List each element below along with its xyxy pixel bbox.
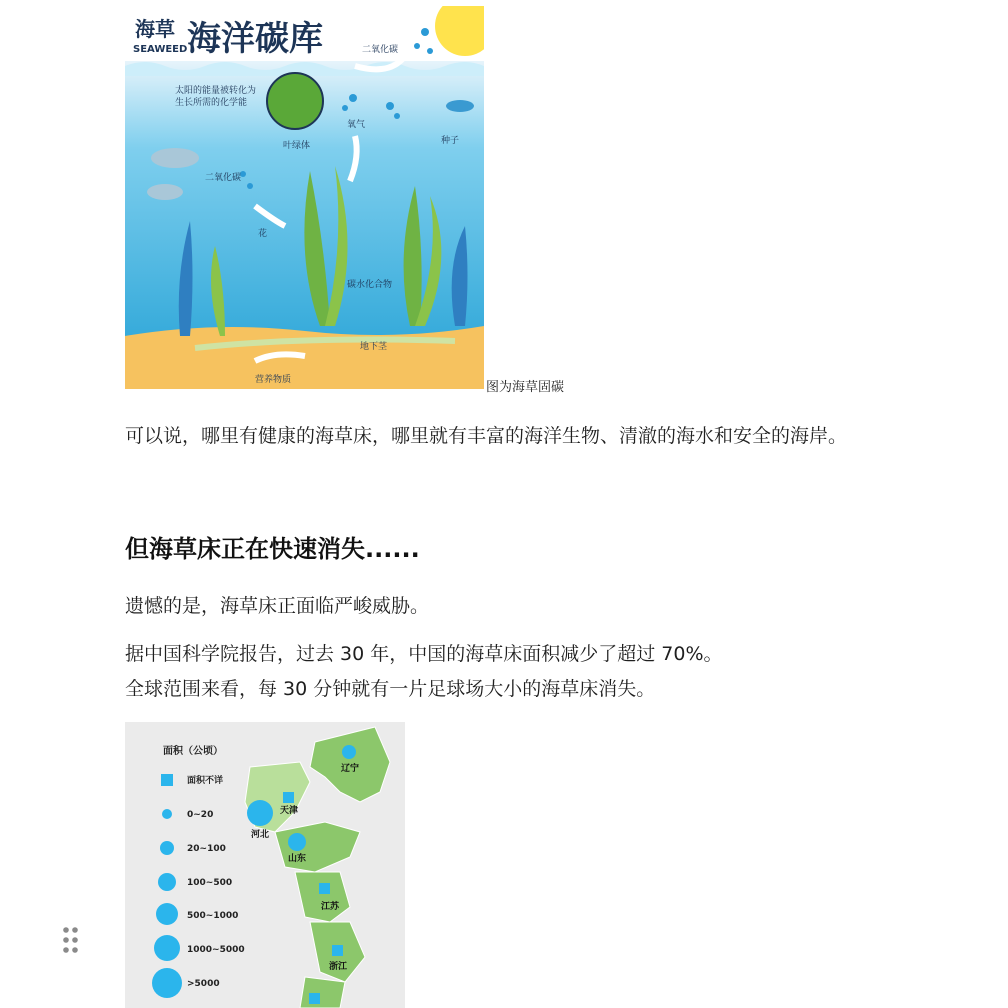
marker-zhejiang: [332, 945, 343, 956]
label-liaoning: 辽宁: [341, 764, 360, 774]
label-tianjin: 天津: [280, 806, 299, 816]
legend-circle-icon: [158, 873, 176, 891]
label-shandong: 山东: [288, 854, 307, 864]
paragraph-global-loss: 全球范围来看，每 30 分钟就有一片足球场大小的海草床消失。: [125, 678, 656, 700]
legend-500-1000: 500~1000: [187, 911, 239, 921]
label-seed: 种子: [441, 136, 460, 146]
label-co2-left: 二氧化碳: [205, 173, 242, 183]
paragraph-threat: 遗憾的是，海草床正面临严峻威胁。: [125, 595, 430, 617]
legend-title: 面积（公顷）: [163, 746, 223, 757]
fish-icon: [151, 148, 199, 168]
illus-title-en: SEAWEED: [133, 44, 188, 55]
fish-icon: [446, 100, 474, 112]
label-chloroplast: 叶绿体: [283, 141, 311, 151]
legend-circle-icon: [154, 935, 180, 961]
legend-circle-icon: [160, 841, 174, 855]
marker-fujian: [309, 993, 320, 1004]
label-oxygen: 氧气: [347, 120, 366, 130]
label-zhejiang: 浙江: [329, 962, 348, 972]
illus-title-big: 海洋碳库: [187, 19, 323, 59]
label-hebei: 河北: [251, 830, 270, 840]
seaweed-carbon-illustration: [125, 6, 484, 389]
label-carbohydrate: 碳水化合物: [347, 280, 393, 290]
legend-100-500: 100~500: [187, 878, 233, 888]
chloroplast-icon: [267, 73, 323, 129]
image-caption: 图为海草固碳: [486, 380, 565, 395]
marker-tianjin: [283, 792, 294, 803]
label-solar-1: 太阳的能量被转化为: [175, 86, 257, 96]
paragraph-cas-report: 据中国科学院报告，过去 30 年，中国的海草床面积减少了超过 70%。: [125, 643, 723, 665]
legend-20-100: 20~100: [187, 844, 226, 854]
label-jiangsu: 江苏: [321, 902, 340, 912]
label-nutrients: 营养物质: [255, 375, 292, 385]
seaweed-illustration-svg: [125, 6, 484, 389]
label-rhizome: 地下茎: [360, 342, 388, 352]
legend-0-20: 0~20: [187, 810, 214, 820]
legend-circle-icon: [156, 903, 178, 925]
seagrass-distribution-map: [125, 722, 405, 1008]
label-solar-2: 生长所需的化学能: [175, 98, 248, 108]
drag-handle-icon[interactable]: [62, 926, 80, 954]
legend-square-icon: [161, 774, 173, 786]
marker-shandong: [288, 833, 306, 851]
legend-1000-5000: 1000~5000: [187, 945, 245, 955]
legend-circle-icon: [162, 809, 172, 819]
section-heading: 但海草床正在快速消失......: [125, 535, 420, 563]
label-flower: 花: [258, 229, 268, 239]
paragraph-healthy-seagrass: 可以说，哪里有健康的海草床，哪里就有丰富的海洋生物、清澈的海水和安全的海岸。: [125, 425, 848, 447]
legend-unknown: 面积不详: [187, 776, 224, 786]
marker-liaoning: [342, 745, 356, 759]
marker-jiangsu: [319, 883, 330, 894]
province-fujian-shape: [300, 977, 345, 1008]
illus-title-cn: 海草: [135, 17, 175, 41]
label-co2-top: 二氧化碳: [362, 45, 399, 55]
marker-hebei: [247, 800, 273, 826]
legend-circle-icon: [152, 968, 182, 998]
map-svg: [125, 722, 405, 1008]
fish-icon: [147, 184, 183, 200]
legend-over-5000: >5000: [187, 979, 220, 989]
